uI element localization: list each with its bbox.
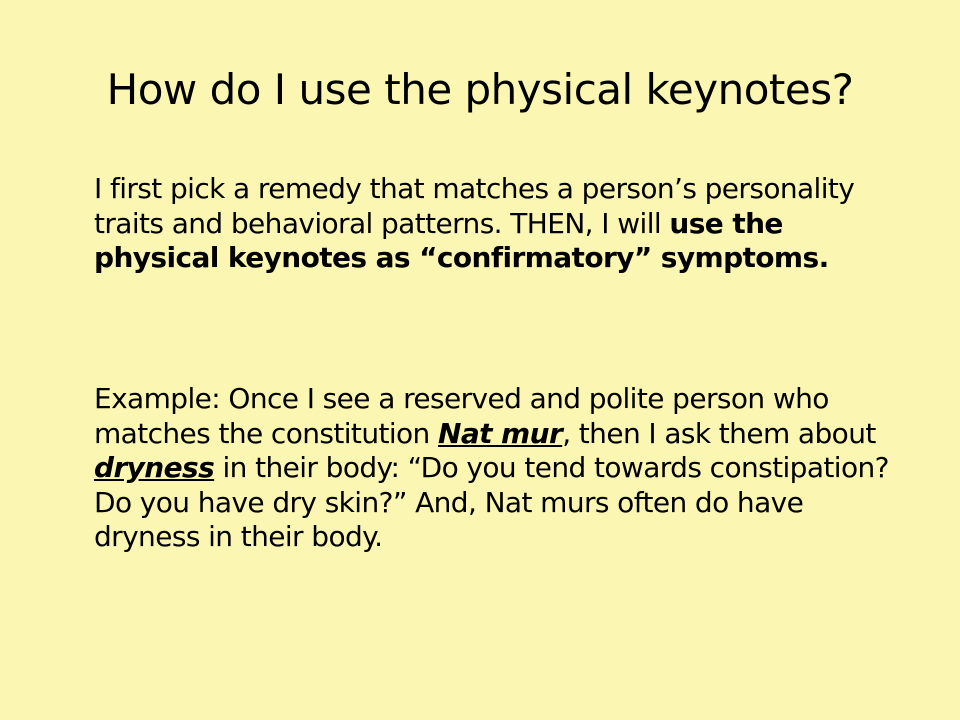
remedy-term: Nat mur [438, 416, 563, 450]
slide-title: How do I use the physical keynotes? [106, 65, 854, 114]
paragraph-example [94, 382, 906, 555]
method-text: I first pick a remedy that matches a person’s personality traits and behavioral patterns. THEN, I will [94, 172, 855, 240]
example-text-middle: , then I ask them about [562, 416, 876, 450]
method-emphasis: use the physical keynotes as “confirmatory” symptoms. [94, 206, 829, 274]
example-text-end: in their body: “Do you tend towards constipation? Do you have dry skin?” And, Nat murs often do have dryness in their body. [94, 451, 889, 553]
example-text-start: Example: Once I see a reserved and polite person who matches the constitution [94, 382, 829, 450]
paragraph-method [94, 172, 906, 276]
symptom-term: dryness [94, 451, 215, 484]
